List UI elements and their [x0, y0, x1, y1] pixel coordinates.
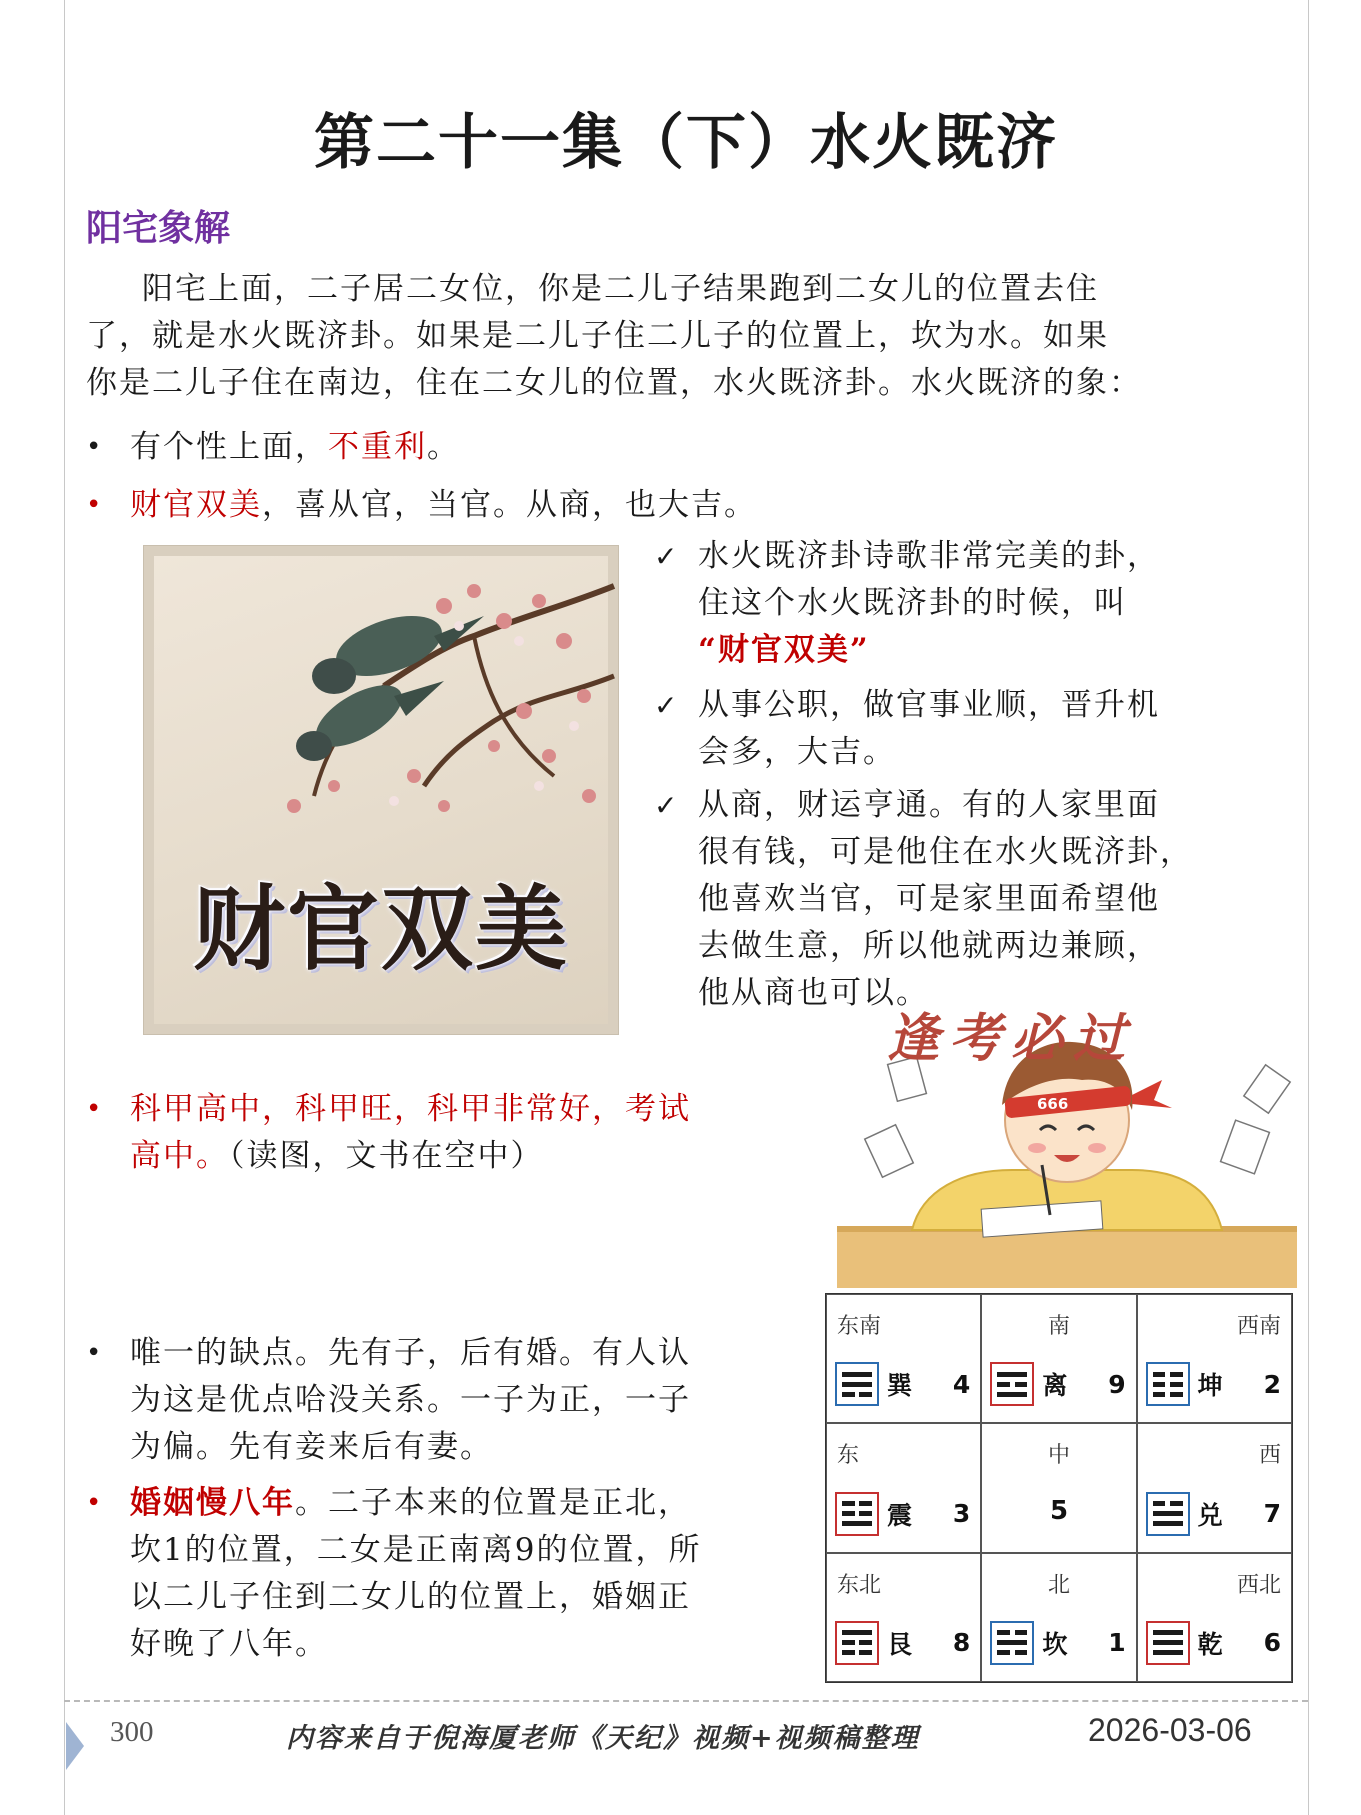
gua-name: 兑 [1197, 1500, 1223, 1530]
gua-number: 4 [952, 1369, 971, 1399]
gua-number: 5 [1049, 1495, 1069, 1526]
check-text: 水火既济卦诗歌非常完美的卦， [698, 538, 1160, 574]
gua-number: 1 [1108, 1628, 1126, 1658]
bullet-highlight: 不重利 [328, 429, 427, 465]
gua-cell [1137, 1294, 1292, 1423]
trigram-icon [835, 1621, 879, 1665]
check-text: 从事公职，做官事业顺，晋升机 [698, 687, 1160, 723]
check-text: 他从商也可以。 [698, 975, 929, 1011]
gua-number: 6 [1263, 1628, 1281, 1658]
bullet-text: 。 [427, 429, 460, 465]
gua-name: 坤 [1197, 1371, 1223, 1401]
gua-row [835, 1619, 970, 1667]
bullet-item [86, 1330, 691, 1471]
bullet-dot-icon: • [86, 432, 104, 462]
gua-number: 7 [1263, 1499, 1281, 1529]
gua-direction: 东南 [837, 1314, 882, 1339]
trigram-icon [1146, 1621, 1190, 1665]
check-highlight: “财官双美” [698, 632, 870, 668]
bullet-item [86, 1480, 701, 1668]
bagua-grid [825, 1293, 1293, 1683]
trigram-icon [1146, 1492, 1190, 1536]
gua-row [835, 1360, 970, 1408]
gua-cell [1137, 1553, 1292, 1682]
gua-direction: 西北 [1236, 1572, 1281, 1598]
bullet-item [86, 1086, 691, 1180]
cartoon-slogan: 逢考必过 [887, 1008, 1136, 1069]
gua-row [1146, 1360, 1281, 1408]
footer-date: 2026-03-06 [1088, 1712, 1252, 1748]
page-border-right [1308, 0, 1309, 1815]
bullet-text: 。二子本来的位置是正北， [295, 1485, 691, 1521]
footer-divider [64, 1700, 1308, 1702]
gua-name: 艮 [887, 1629, 913, 1659]
painting-caption: 财官双美 [192, 876, 569, 983]
gua-number: 8 [952, 1628, 971, 1658]
bullet-item [86, 424, 460, 471]
gua-cell [826, 1294, 981, 1423]
gua-row [990, 1619, 1125, 1667]
bullet-text: 坎1的位置，二女是正南离9的位置，所 [130, 1532, 702, 1568]
check-text: 去做生意，所以他就两边兼顾， [698, 928, 1160, 964]
gua-number: 9 [1108, 1369, 1126, 1399]
bullet-dot-icon: • [86, 1488, 104, 1518]
bullet-text: 为这是优点哈没关系。一子为正，一子 [130, 1382, 691, 1418]
gua-cell [981, 1294, 1136, 1423]
gua-direction: 西南 [1236, 1314, 1281, 1339]
gua-direction: 南 [1047, 1314, 1070, 1339]
bullet-text: ，喜从官，当官。从商，也大吉。 [262, 487, 757, 523]
footer-source: 内容来自于倪海厦老师《天纪》视频+视频稿整理 [286, 1723, 920, 1754]
gua-name: 离 [1042, 1371, 1068, 1401]
gua-direction: 北 [1047, 1572, 1070, 1598]
checkmark-icon: ✓ [654, 689, 680, 722]
gua-number: 2 [1263, 1369, 1281, 1399]
trigram-icon [1146, 1362, 1190, 1406]
bullet-highlight: 婚姻慢八年 [130, 1485, 295, 1521]
gua-cell [981, 1423, 1136, 1552]
section-heading: 阳宅象解 [86, 208, 231, 249]
check-item [654, 533, 1298, 674]
gua-direction: 中 [1047, 1443, 1070, 1469]
bullet-dot-icon: • [86, 1338, 104, 1368]
check-text: 会多，大吉。 [698, 734, 896, 770]
intro-paragraph [86, 266, 1296, 407]
bullet-dot-icon: • [86, 490, 104, 520]
bullet-text: （读图，文书在空中） [229, 1138, 544, 1174]
bullet-text: 以二儿子住到二女儿的位置上，婚姻正 [130, 1579, 691, 1615]
check-item [654, 782, 1298, 1017]
check-text: 从商，财运亨通。有的人家里面 [698, 787, 1160, 823]
gua-direction: 东 [837, 1443, 860, 1469]
bullet-item [86, 482, 757, 529]
painting-image [143, 545, 619, 1035]
check-text: 很有钱，可是他住在水火既济卦， [698, 834, 1193, 870]
trigram-icon [835, 1362, 879, 1406]
headband-text: 666 [1037, 1095, 1069, 1113]
gua-row [835, 1490, 970, 1538]
gua-number: 3 [952, 1499, 971, 1529]
check-item [654, 682, 1298, 776]
bullet-highlight: 财官双美 [130, 487, 262, 523]
bullet-highlight: 高中。 [130, 1138, 229, 1174]
gua-direction: 东北 [837, 1572, 882, 1598]
trigram-icon [835, 1492, 879, 1536]
intro-line: 阳宅上面，二子居二女位，你是二儿子结果跑到二女儿的位置去住 [142, 271, 1099, 307]
bullet-dot-icon: • [86, 1094, 104, 1124]
gua-cell [826, 1423, 981, 1552]
gua-name: 巽 [887, 1371, 913, 1401]
exam-cartoon-image [832, 1000, 1302, 1290]
gua-name: 震 [887, 1500, 913, 1530]
bullet-text: 唯一的缺点。先有子，后有婚。有人认 [130, 1335, 691, 1371]
bullet-highlight: 科甲高中，科甲旺，科甲非常好，考试 [130, 1091, 691, 1127]
gua-row [1146, 1490, 1281, 1538]
trigram-icon [990, 1362, 1034, 1406]
gua-direction: 西 [1258, 1443, 1281, 1469]
intro-line: 你是二儿子住在南边，住在二女儿的位置，水火既济卦。水火既济的象： [86, 365, 1142, 401]
bullet-text: 有个性上面， [130, 429, 328, 465]
bullet-text: 为偏。先有妾来后有妻。 [130, 1429, 493, 1465]
gua-cell [1137, 1423, 1292, 1552]
check-text: 他喜欢当官，可是家里面希望他 [698, 881, 1160, 917]
footer-arrow-icon [66, 1722, 84, 1770]
page-number: 300 [110, 1716, 154, 1748]
page-title: 第二十一集（下）水火既济 [314, 108, 1058, 178]
intro-line: 了，就是水火既济卦。如果是二儿子住二儿子的位置上，坎为水。如果 [86, 318, 1109, 354]
trigram-icon [990, 1621, 1034, 1665]
gua-name: 乾 [1197, 1629, 1223, 1659]
gua-cell [826, 1553, 981, 1682]
checkmark-icon: ✓ [654, 540, 680, 573]
gua-row [1146, 1619, 1281, 1667]
gua-row [990, 1360, 1125, 1408]
gua-name: 坎 [1042, 1629, 1068, 1659]
page-border-left [64, 0, 65, 1815]
checkmark-icon: ✓ [654, 789, 680, 822]
gua-cell [981, 1553, 1136, 1682]
check-text: 住这个水火既济卦的时候，叫 [698, 585, 1127, 621]
bullet-text: 好晚了八年。 [130, 1626, 328, 1662]
